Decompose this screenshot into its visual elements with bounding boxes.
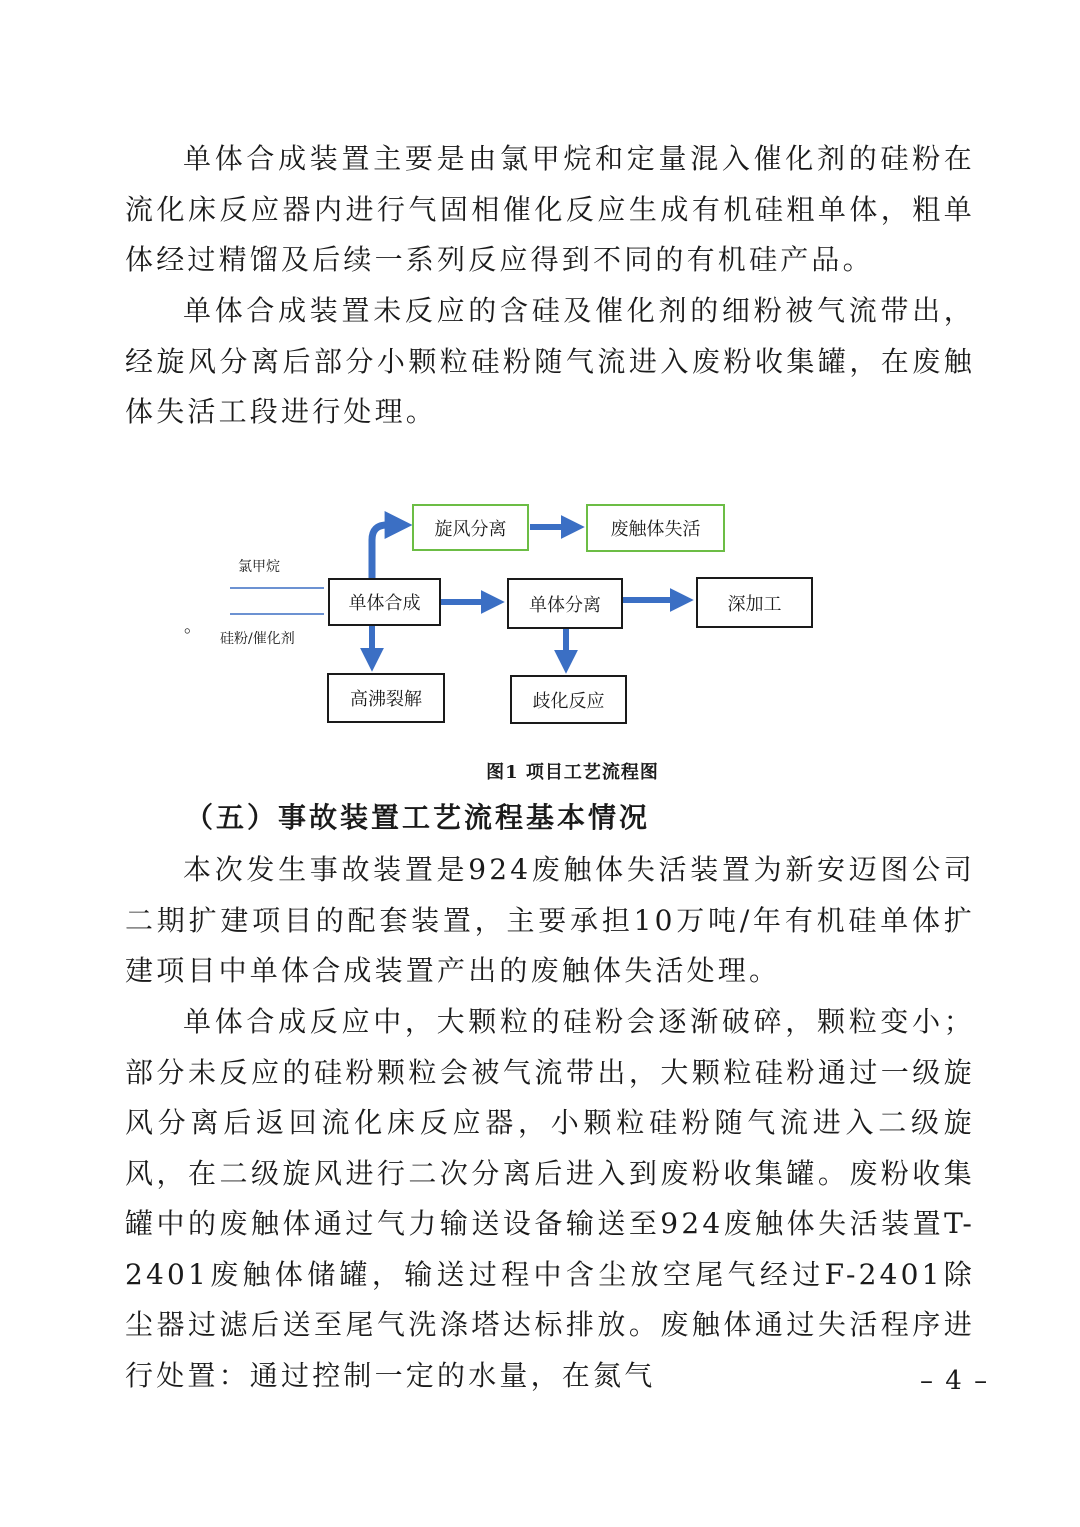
paragraph-1: 单体合成装置主要是由氯甲烷和定量混入催化剂的硅粉在流化床反应器内进行气固相催化反应生成有机硅粗单体，粗单体经过精馏及后续一系列反应得到不同的有机硅产品。 (125, 142, 975, 276)
paragraph-3: 本次发生事故装置是924废触体失活装置为新安迈图公司二期扩建项目的配套装置，主要承担10万吨/年有机硅单体扩建项目中单体合成装置产出的废触体失活处理。 (125, 853, 975, 987)
section-heading: （五）事故装置工艺流程基本情况 (185, 801, 651, 834)
node-monomer-separation: 单体分离 (507, 578, 623, 629)
input-label-chloromethane: 氯甲烷 (238, 559, 280, 575)
figure-caption: 图1 项目工艺流程图 (486, 762, 659, 783)
input-label-silicon-catalyst: 硅粉/催化剂 (220, 631, 295, 647)
node-high-boiler-cracking: 高沸裂解 (327, 673, 445, 723)
node-disproportionation: 歧化反应 (510, 675, 627, 724)
paragraph-2: 单体合成装置未反应的含硅及催化剂的细粉被气流带出，经旋风分离后部分小颗粒硅粉随气流进入废粉收集罐，在废触体失活工段进行处理。 (125, 294, 975, 428)
node-monomer-synthesis: 单体合成 (328, 578, 441, 626)
paragraph-4: 单体合成反应中，大颗粒的硅粉会逐渐破碎，颗粒变小；部分未反应的硅粉颗粒会被气流带出，大颗粒硅粉通过一级旋风分离后返回流化床反应器，小颗粒硅粉随气流进入二级旋风，在二级旋风进行二次分离后进入到废粉收集罐。废粉收集罐中的废触体通过气力输送设备输送至924废触体失活装置T-2401废触体储罐，输送过程中含尘放空尾气经过F-2401除尘器过滤后送至尾气洗涤塔达标排放。废触体通过失活程序进行处置：通过控制一定的水量，在氮气 (125, 1005, 975, 1392)
node-cyclone-separation: 旋风分离 (412, 504, 529, 551)
node-waste-deactivation: 废触体失活 (586, 504, 725, 552)
page-number: – 4 – (920, 1366, 990, 1396)
stray-mark: 。 (184, 616, 202, 637)
node-deep-processing: 深加工 (696, 577, 813, 628)
flow-arrows (0, 0, 1080, 760)
arrow-synthesis-to-cyclone (372, 525, 400, 578)
